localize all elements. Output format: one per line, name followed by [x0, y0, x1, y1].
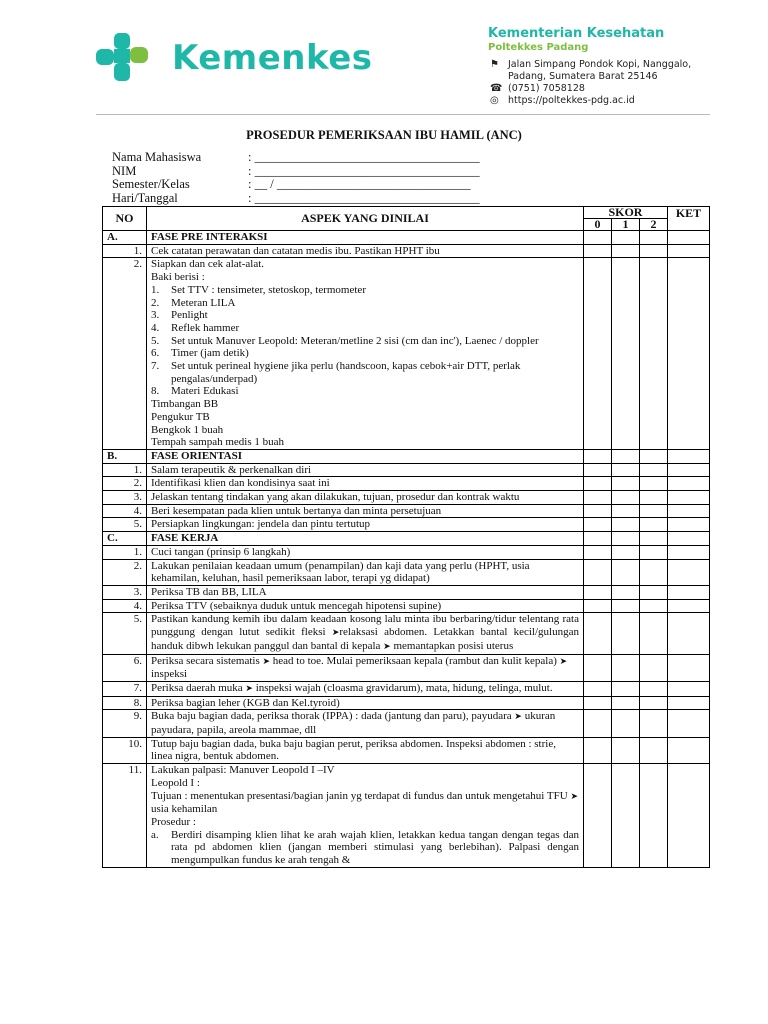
section-title: FASE PRE INTERAKSI	[147, 231, 584, 245]
section-row	[103, 449, 710, 463]
score-cell[interactable]	[639, 545, 667, 559]
score-cell[interactable]	[611, 545, 639, 559]
table-row: 8. Periksa bagian leher (KGB dan Kel.tyroid)	[103, 696, 710, 710]
assessment-table	[102, 206, 710, 868]
header-aspek: ASPEK YANG DINILAI	[147, 207, 584, 231]
score-cell[interactable]	[611, 504, 639, 518]
score-cell[interactable]	[583, 518, 611, 532]
section-title: FASE ORIENTASI	[147, 449, 584, 463]
ket-cell[interactable]	[668, 599, 710, 613]
section-row	[103, 532, 710, 546]
header-skor: SKOR	[583, 207, 667, 219]
arrow-right-icon: ➤	[262, 656, 271, 667]
ket-cell[interactable]	[668, 559, 710, 585]
score-cell[interactable]	[583, 491, 611, 505]
identity-row: Hari/Tanggal : ____________________________________	[112, 190, 480, 205]
table-row: 1. Cuci tangan (prinsip 6 langkah)	[103, 545, 710, 559]
ket-cell[interactable]	[668, 585, 710, 599]
ket-cell[interactable]	[668, 737, 710, 763]
ket-cell[interactable]	[668, 477, 710, 491]
ket-cell[interactable]	[668, 258, 710, 450]
score-cell[interactable]	[611, 477, 639, 491]
score-cell[interactable]	[611, 681, 639, 696]
section-no: A.	[103, 231, 147, 245]
table-row: 2. Lakukan penilaian keadaan umum (penampilan) dan kaji data yang perlu (HPHT, usia kehamilan, keluhan, hasil pemeriksaan labor, terapi yg didapat)	[103, 559, 710, 585]
score-cell[interactable]	[639, 654, 667, 681]
ket-cell[interactable]	[668, 681, 710, 696]
header-ket: KET	[668, 207, 710, 231]
arrow-right-icon: ➤	[570, 791, 578, 802]
arrow-right-icon: ➤	[559, 656, 568, 667]
score-cell[interactable]	[611, 613, 639, 654]
identity-row: Nama Mahasiswa : ____________________________________	[112, 150, 480, 164]
ket-cell[interactable]	[668, 710, 710, 737]
score-cell[interactable]	[611, 559, 639, 585]
ket-cell[interactable]	[668, 504, 710, 518]
score-cell[interactable]	[639, 613, 667, 654]
arrow-right-icon: ➤	[514, 712, 522, 723]
score-cell[interactable]	[611, 764, 639, 868]
score-cell[interactable]	[639, 559, 667, 585]
table-row: 5. Persiapkan lingkungan: jendela dan pintu tertutup	[103, 518, 710, 532]
score-cell[interactable]	[611, 737, 639, 763]
document-title: PROSEDUR PEMERIKSAAN IBU HAMIL (ANC)	[246, 128, 522, 142]
score-cell[interactable]	[583, 463, 611, 477]
ket-cell[interactable]	[668, 491, 710, 505]
address	[488, 59, 748, 83]
score-cell[interactable]	[639, 710, 667, 737]
arrow-right-icon: ➤	[245, 683, 253, 694]
score-cell[interactable]	[583, 613, 611, 654]
score-cell[interactable]	[583, 559, 611, 585]
ket-cell[interactable]	[668, 545, 710, 559]
score-cell[interactable]	[583, 585, 611, 599]
score-cell[interactable]	[639, 518, 667, 532]
letterhead	[0, 0, 768, 110]
table-row: 10. Tutup baju bagian dada, buka baju bagian perut, periksa abdomen. Inspeksi abdomen : strie, linea nigra, bentuk abdomen.	[103, 737, 710, 763]
aspect-text: Siapkan dan cek alat-alat. Baki berisi : 1. Set TTV : tensimeter, stetoskop, termometer 2. Meteran LILA 3. Penlight 4. Reflek hammer 5. Set untuk Manuver Leopold: Meteran/metline 2 sisi (cm dan inc'), Laenec / doppler 6. Timer (jam detik) 7. Set untuk perineal hygiene jika perlu (handscoon, kapas cebok+air DTT, perlak pengalas/underpad) 8. Materi Edukasi Timbangan BB Pengukur TB Bengkok 1 buah Tempah sampah medis 1 buah	[147, 258, 584, 450]
score-cell[interactable]	[639, 585, 667, 599]
score-cell[interactable]	[639, 258, 667, 450]
score-cell[interactable]	[583, 504, 611, 518]
score-cell[interactable]	[611, 463, 639, 477]
table-row: 6. Periksa secara sistematis ➤ head to toe. Mulai pemeriksaan kepala (rambut dan kulit kepala) ➤ inspeksi	[103, 654, 710, 681]
score-cell[interactable]	[583, 696, 611, 710]
arrow-right-icon: ➤	[331, 628, 340, 639]
ket-cell[interactable]	[668, 654, 710, 681]
skor-1: 1	[611, 219, 639, 231]
phone: ☎ (0751) 7058128	[490, 83, 585, 94]
score-cell[interactable]	[583, 737, 611, 763]
score-cell[interactable]	[611, 696, 639, 710]
score-cell[interactable]	[583, 545, 611, 559]
score-cell[interactable]	[611, 599, 639, 613]
address-line-1: Jalan Simpang Pondok Kopi, Nanggalo,	[508, 59, 692, 70]
ket-cell[interactable]	[668, 613, 710, 654]
table-row: 3. Jelaskan tentang tindakan yang akan dilakukan, tujuan, prosedur dan kontrak waktu	[103, 491, 710, 505]
score-cell[interactable]	[639, 504, 667, 518]
table-row: 11. Lakukan palpasi: Manuver Leopold I –IV Leopold I : Tujuan : menentukan presentasi/bagian janin yg terdapat di fundus dan untuk mengetahui TFU ➤ usia kehamilan Prosedur : a. Berdiri disamping klien lihat ke arah wajah klien, letakkan kedua tangan dengan tegas dan rata pd abdomen klien (jangan memberi stimulasi yang berlebihan). Palpasi dengan mengumpulkan fundus ke arah tengah &	[103, 764, 710, 868]
score-cell[interactable]	[583, 710, 611, 737]
score-cell[interactable]	[583, 681, 611, 696]
score-cell[interactable]	[639, 599, 667, 613]
table-row: 2. Identifikasi klien dan kondisinya saat ini	[103, 477, 710, 491]
section-no: B.	[103, 449, 147, 463]
globe-icon: ◎	[490, 95, 499, 106]
score-cell[interactable]	[583, 477, 611, 491]
header-divider	[96, 114, 710, 115]
ket-cell[interactable]	[668, 463, 710, 477]
table-row: 1. Cek catatan perawatan dan catatan medis ibu. Pastikan HPHT ibu	[103, 244, 710, 258]
phone-icon: ☎	[490, 83, 503, 94]
table-row: 2. Siapkan dan cek alat-alat. Baki berisi : 1. Set TTV : tensimeter, stetoskop, termometer 2. Meteran LILA 3. Penlight 4. Reflek hammer 5. Set untuk Manuver Leopold: Meteran/metline 2 sisi (cm dan inc'), Laenec / doppler 6. Timer (jam detik) 7. Set untuk perineal hygiene jika perlu (handscoon, kapas cebok+air DTT, perlak pengalas/underpad) 8. Materi Edukasi Timbangan BB Pengukur TB Bengkok 1 buah Tempah sampah medis 1 buah	[103, 258, 710, 450]
header-no: NO	[103, 207, 147, 231]
score-cell[interactable]	[639, 681, 667, 696]
website[interactable]: ◎ https://poltekkes-pdg.ac.id	[490, 95, 635, 106]
score-cell[interactable]	[611, 491, 639, 505]
section-title: FASE KERJA	[147, 532, 584, 546]
ket-cell[interactable]	[668, 244, 710, 258]
ministry-name: Kementerian Kesehatan	[488, 26, 665, 41]
score-cell[interactable]	[611, 710, 639, 737]
skor-0: 0	[583, 219, 611, 231]
score-cell[interactable]	[639, 244, 667, 258]
score-cell[interactable]	[639, 477, 667, 491]
table-row: 5. Pastikan kandung kemih ibu dalam keadaan kosong lalu minta ibu berbaring/tidur telentang rata punggung dengan lutut sedikit fleksi ➤relaksasi abdomen. Letakkan bantal kecil/gulungan handuk dibwh lekukan panggul dan bantal di kepala ➤ memantapkan posisi uterus	[103, 613, 710, 654]
score-cell[interactable]	[583, 258, 611, 450]
table-row: 3. Periksa TB dan BB, LILA	[103, 585, 710, 599]
skor-2: 2	[639, 219, 667, 231]
kemenkes-logo-icon	[94, 33, 158, 83]
arrow-right-icon: ➤	[383, 641, 391, 652]
identity-row: Semester/Kelas : __ / _______________________________	[112, 177, 471, 191]
score-cell[interactable]	[583, 764, 611, 868]
school-name: Poltekkes Padang	[488, 42, 589, 53]
score-cell[interactable]	[611, 518, 639, 532]
score-cell[interactable]	[639, 764, 667, 868]
ket-cell[interactable]	[668, 764, 710, 868]
section-no: C.	[103, 532, 147, 546]
table-row: 9. Buka baju bagian dada, periksa thorak (IPPA) : dada (jantung dan paru), payudara ➤ ukuran payudara, papila, areola mammae, dll	[103, 710, 710, 737]
score-cell[interactable]	[639, 463, 667, 477]
table-row: 4. Periksa TTV (sebaiknya duduk untuk mencegah hipotensi supine)	[103, 599, 710, 613]
score-cell[interactable]	[583, 599, 611, 613]
address-line-2: Padang, Sumatera Barat 25146	[508, 71, 658, 82]
table-row: 1. Salam terapeutik & perkenalkan diri	[103, 463, 710, 477]
student-identity	[112, 151, 480, 205]
score-cell[interactable]	[639, 696, 667, 710]
institution-block	[488, 26, 748, 107]
score-cell[interactable]	[611, 258, 639, 450]
score-cell[interactable]	[639, 491, 667, 505]
ket-cell[interactable]	[668, 696, 710, 710]
score-cell[interactable]	[611, 654, 639, 681]
identity-row: NIM : ____________________________________	[112, 163, 480, 178]
score-cell[interactable]	[583, 244, 611, 258]
score-cell[interactable]	[611, 244, 639, 258]
aspect-text: Cek catatan perawatan dan catatan medis ibu. Pastikan HPHT ibu	[147, 244, 584, 258]
score-cell[interactable]	[583, 654, 611, 681]
location-icon: ⚑	[490, 59, 499, 70]
score-cell[interactable]	[639, 737, 667, 763]
table-row: 7. Periksa daerah muka ➤ inspeksi wajah (cloasma gravidarum), mata, hidung, telinga, mulut.	[103, 681, 710, 696]
ket-cell[interactable]	[668, 518, 710, 532]
table-row: 4. Beri kesempatan pada klien untuk bertanya dan minta persetujuan	[103, 504, 710, 518]
brand-wordmark: Kemenkes	[172, 38, 373, 78]
section-row	[103, 231, 710, 245]
score-cell[interactable]	[611, 585, 639, 599]
